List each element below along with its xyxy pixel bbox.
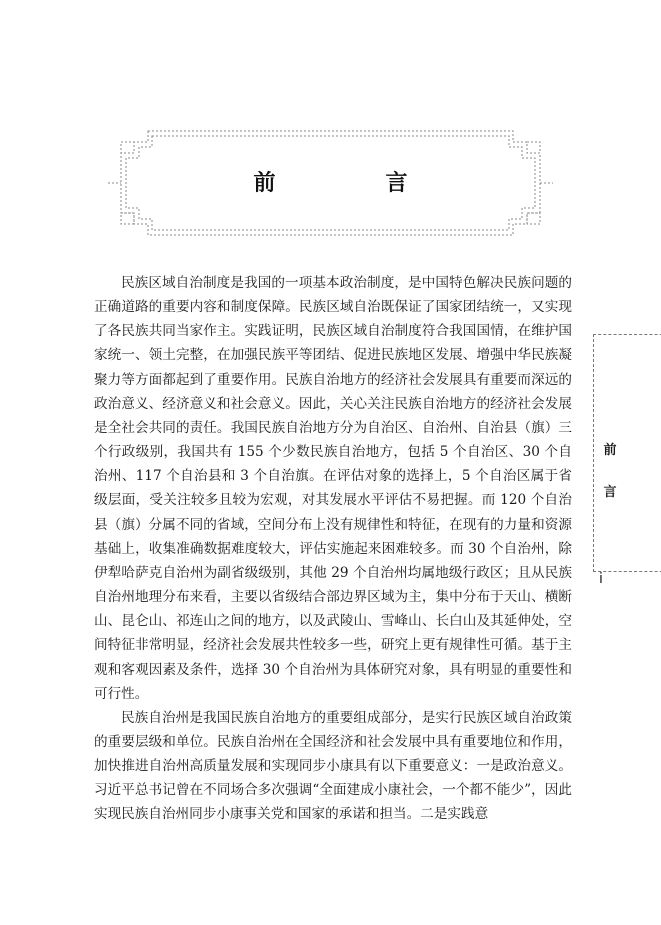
body-text: [94, 271, 572, 827]
side-tab-label: 前言: [603, 443, 617, 500]
paragraph: 民族区域自治制度是我国的一项基本政治制度，是中国特色解决民族问题的正确道路的重要内容和制度保障。民族区域自治既保证了国家团结统一，又实现了各民族共同当家作主。实践证明，民族区域自治制度符合我国国情，在维护国家统一、领土完整，在加强民族平等团结、促进民族地区发展、增强中华民族凝聚力等方面都起到了重要作用。民族自治地方的经济社会发展具有重要而深远的政治意义、经济意义和社会意义。因此，关心关注民族自治地方的经济社会发展是全社会共同的责任。我国民族自治地方分为自治区、自治州、自治县（旗）三个行政级别，我国共有 155 个少数民族自治地方，包括 5 个自治区、30 个自治州、117 个自治县和 3 个自治旗。在评估对象的选择上，5 个自治区属于省级层面，受关注较多且较为宏观，对其发展水平评估不易把握。而 120 个自治县（旗）分属不同的省域，空间分布上没有规律性和特征，在现有的力量和资源基础上，收集准确数据难度较大，评估实施起来困难较多。而 30 个自治州，除伊犁哈萨克自治州为副省级级别，其他 29 个自治州均属地级行政区；且从民族自治州地理分布来看，主要以省级结合部边界区域为主，集中分布于天山、横断山、昆仑山、祁连山之间的地方，以及武陵山、雪峰山、长白山及其延伸处，空间特征非常明显，经济社会发展共性较多一些，研究上更有规律性可循。基于主观和客观因素及条件，选择 30 个自治州为具体研究对象，具有明显的重要性和可行性。: [94, 275, 572, 702]
page-title: 前 言: [253, 171, 452, 196]
paragraph: 民族自治州是我国民族自治地方的重要组成部分，是实行民族区域自治政策的重要层级和单位。民族自治州在全国经济和社会发展中具有重要地位和作用，加快推进自治州高质量发展和实现同步小康具有以下重要意义：一是政治意义。习近平总书记曾在不同场合多次强调“全面建成小康社会，一个都不能少”，因此实现民族自治州同步小康事关党和国家的承诺和担当。二是实践意: [94, 709, 572, 823]
title-frame-ornament: [0, 0, 661, 260]
side-chapter-tab: [593, 334, 661, 574]
page-number: i: [599, 571, 603, 587]
